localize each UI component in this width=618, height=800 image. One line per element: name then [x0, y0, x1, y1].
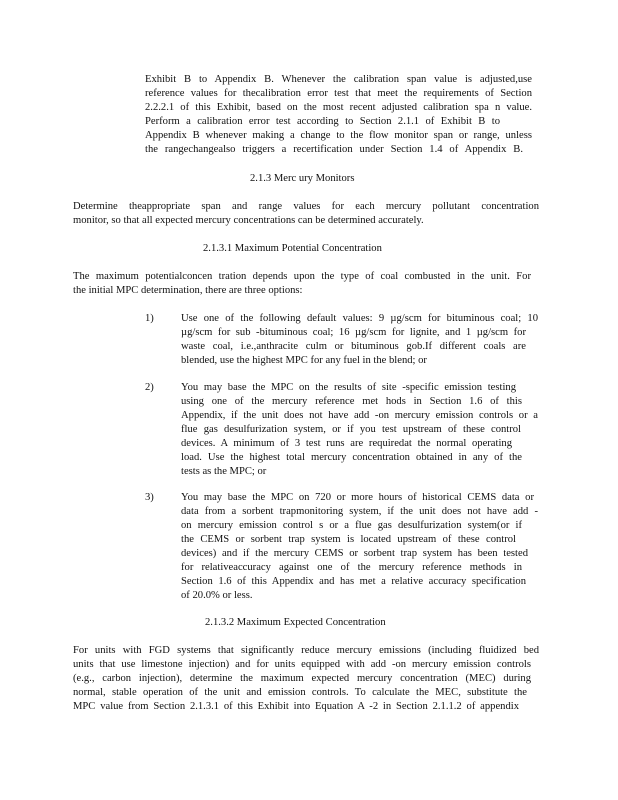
option-2-line-6: load. Use the highest total mercury concentration obtained in any of the	[181, 452, 522, 463]
option-3-line-5: devices) and if the mercury CEMS or sorbent trap system has been tested	[181, 548, 528, 559]
option-3-line-2: data from a sorbent trapmonitoring system, if the unit does not have add -	[181, 506, 538, 517]
option-1-line-4: blended, use the highest MPC for any fuel in the blend; or	[181, 355, 427, 366]
section-2-1-3-2-paragraph	[73, 644, 539, 713]
option-2-line-4: flue gas desulfurization system, or if you test upstream of these control	[181, 424, 521, 435]
option-2-line-2: using one of the mercury reference met hods in Section 1.6 of this	[181, 396, 522, 407]
option-3-line-6: for relativeaccuracy against one of the mercury reference methods in	[181, 562, 522, 573]
section-heading-2-1-3: 2.1.3 Merc ury Monitors	[250, 173, 355, 184]
section-2-1-3-line-2: monitor, so that all expected mercury concentrations can be determined accurately.	[73, 215, 424, 226]
option-2-text	[181, 381, 538, 478]
intro-line-4: Perform a calibration error test according to Section 2.1.1 of Exhibit B to	[145, 116, 500, 127]
section-2-1-3-2-line-1: For units with FGD systems that significantly reduce mercury emissions (including fluidized bed	[73, 645, 539, 656]
section-2-1-3-2-line-3: (e.g., carbon injection), determine the maximum expected mercury concentration (MEC) during	[73, 673, 531, 684]
section-2-1-3-2-line-5: MPC value from Section 2.1.3.1 of this Exhibit into Equation A -2 in Section 2.1.1.2 of appendix	[73, 701, 519, 712]
option-1-line-3: waste coal, i.e.,anthracite culm or bituminous gob.If different coals are	[181, 341, 526, 352]
section-heading-2-1-3-2: 2.1.3.2 Maximum Expected Concentration	[205, 617, 386, 628]
option-2-line-3: Appendix, if the unit does not have add -on mercury emission controls or a	[181, 410, 538, 421]
section-2-1-3-2-line-4: normal, stable operation of the unit and emission controls. To calculate the MEC, substitute the	[73, 687, 527, 698]
intro-line-6: the rangechangealso triggers a recertification under Section 1.4 of Appendix B.	[145, 144, 523, 155]
option-3-line-8: of 20.0% or less.	[181, 590, 253, 601]
option-2-line-7: tests as the MPC; or	[181, 466, 267, 477]
section-2-1-3-1-line-2: the initial MPC determination, there are three options:	[73, 285, 303, 296]
option-1-line-2: µg/scm for sub -bituminous coal; 16 µg/scm for lignite, and 1 µg/scm for	[181, 327, 526, 338]
intro-line-1: Exhibit B to Appendix B. Whenever the calibration span value is adjusted,use	[145, 74, 532, 85]
option-3-line-4: the CEMS or sorbent trap system is located upstream of these control	[181, 534, 516, 545]
option-3-line-7: Section 1.6 of this Appendix and has met a relative accuracy specification	[181, 576, 526, 587]
intro-line-3: 2.2.2.1 of this Exhibit, based on the most recent adjusted calibration spa n value.	[145, 102, 532, 113]
option-2-line-5: devices. A minimum of 3 test runs are requiredat the normal operating	[181, 438, 512, 449]
section-2-1-3-1-line-1: The maximum potentialconcen tration depends upon the type of coal combusted in the unit. For	[73, 271, 531, 282]
option-1-line-1: Use one of the following default values: 9 µg/scm for bituminous coal; 10	[181, 313, 538, 324]
intro-line-5: Appendix B whenever making a change to the flow monitor span or range, unless	[145, 130, 532, 141]
option-3-number: 3)	[145, 492, 154, 503]
intro-line-2: reference values for thecalibration error test that meet the requirements of Section	[145, 88, 532, 99]
option-2-number: 2)	[145, 382, 154, 393]
option-3-line-1: You may base the MPC on 720 or more hours of historical CEMS data or	[181, 492, 534, 503]
option-2-line-1: You may base the MPC on the results of site -specific emission testing	[181, 382, 516, 393]
option-3-line-3: on mercury emission control s or a flue gas desulfurization system(or if	[181, 520, 522, 531]
option-1-number: 1)	[145, 313, 154, 324]
intro-paragraph	[145, 73, 532, 156]
section-heading-2-1-3-1: 2.1.3.1 Maximum Potential Concentration	[203, 243, 382, 254]
section-2-1-3-line-1: Determine theappropriate span and range values for each mercury pollutant concentration	[73, 201, 539, 212]
section-2-1-3-2-line-2: units that use limestone injection) and for units equipped with add -on mercury emission controls	[73, 659, 531, 670]
option-1-text	[181, 312, 538, 367]
option-3-text	[181, 491, 538, 602]
